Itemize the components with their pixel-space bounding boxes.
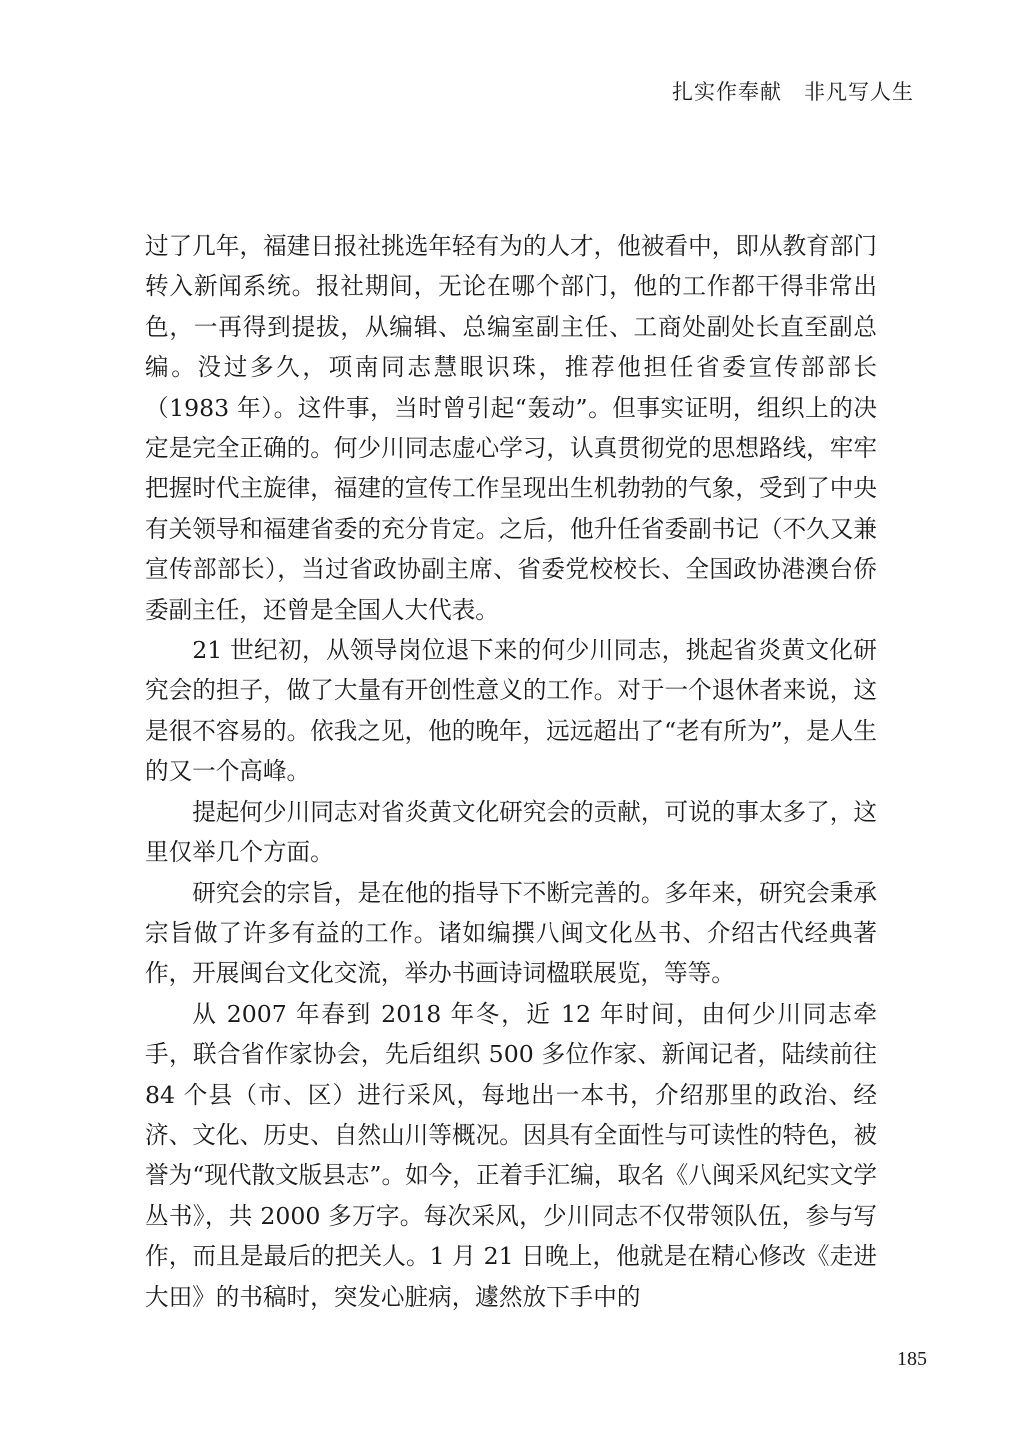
page-number: 185 (897, 1348, 927, 1370)
paragraph-4: 研究会的宗旨，是在他的指导下不断完善的。多年来，研究会秉承宗旨做了许多有益的工作。诸如编撰八闽文化丛书、介绍古代经典著作，开展闽台文化交流，举办书画诗词楹联展览，等等。 (145, 878, 877, 988)
paragraph-3: 提起何少川同志对省炎黄文化研究会的贡献，可说的事太多了，这里仅举几个方面。 (145, 797, 877, 867)
paragraph-5: 从 2007 年春到 2018 年冬，近 12 年时间，由何少川同志牵手，联合省作家协会，先后组织 500 多位作家、新闻记者，陆续前往 84 个县（市、区）进行采风，每地出一本书，介绍那里的政治、经济、文化、历史、自然山川等概况。因具有全面性与可读性的特色，被誉为“现代散文版县志”。如今，正着手汇编，取名《八闽采风纪实文学丛书》，共 2000 多万字。每次采风，少川同志不仅带领队伍，参与写作，而且是最后的把关人。1 月 21 日晚上，他就是在精心修改《走进大田》的书稿时，突发心脏病，遽然放下手中的 (145, 999, 877, 1311)
running-header: 扎实作奉献 非凡写人生 (672, 80, 914, 104)
body-text (145, 226, 877, 1317)
paragraph-2: 21 世纪初，从领导岗位退下来的何少川同志，挑起省炎黄文化研究会的担子，做了大量有开创性意义的工作。对于一个退休者来说，这是很不容易的。依我之见，他的晚年，远远超出了“老有所为”，是人生的又一个高峰。 (145, 636, 877, 786)
paragraph-1: 过了几年，福建日报社挑选年轻有为的人才，他被看中，即从教育部门转入新闻系统。报社期间，无论在哪个部门，他的工作都干得非常出色，一再得到提拔，从编辑、总编室副主任、工商处副处长直至副总编。没过多久，项南同志慧眼识珠，推荐他担任省委宣传部部长（1983 年）。这件事，当时曾引起“轰动”。但事实证明，组织上的决定是完全正确的。何少川同志虚心学习，认真贯彻党的思想路线，牢牢把握时代主旋律，福建的宣传工作呈现出生机勃勃的气象，受到了中央有关领导和福建省委的充分肯定。之后，他升任省委副书记（不久又兼宣传部部长），当过省政协副主席、省委党校校长、全国政协港澳台侨委副主任，还曾是全国人大代表。 (145, 232, 877, 624)
